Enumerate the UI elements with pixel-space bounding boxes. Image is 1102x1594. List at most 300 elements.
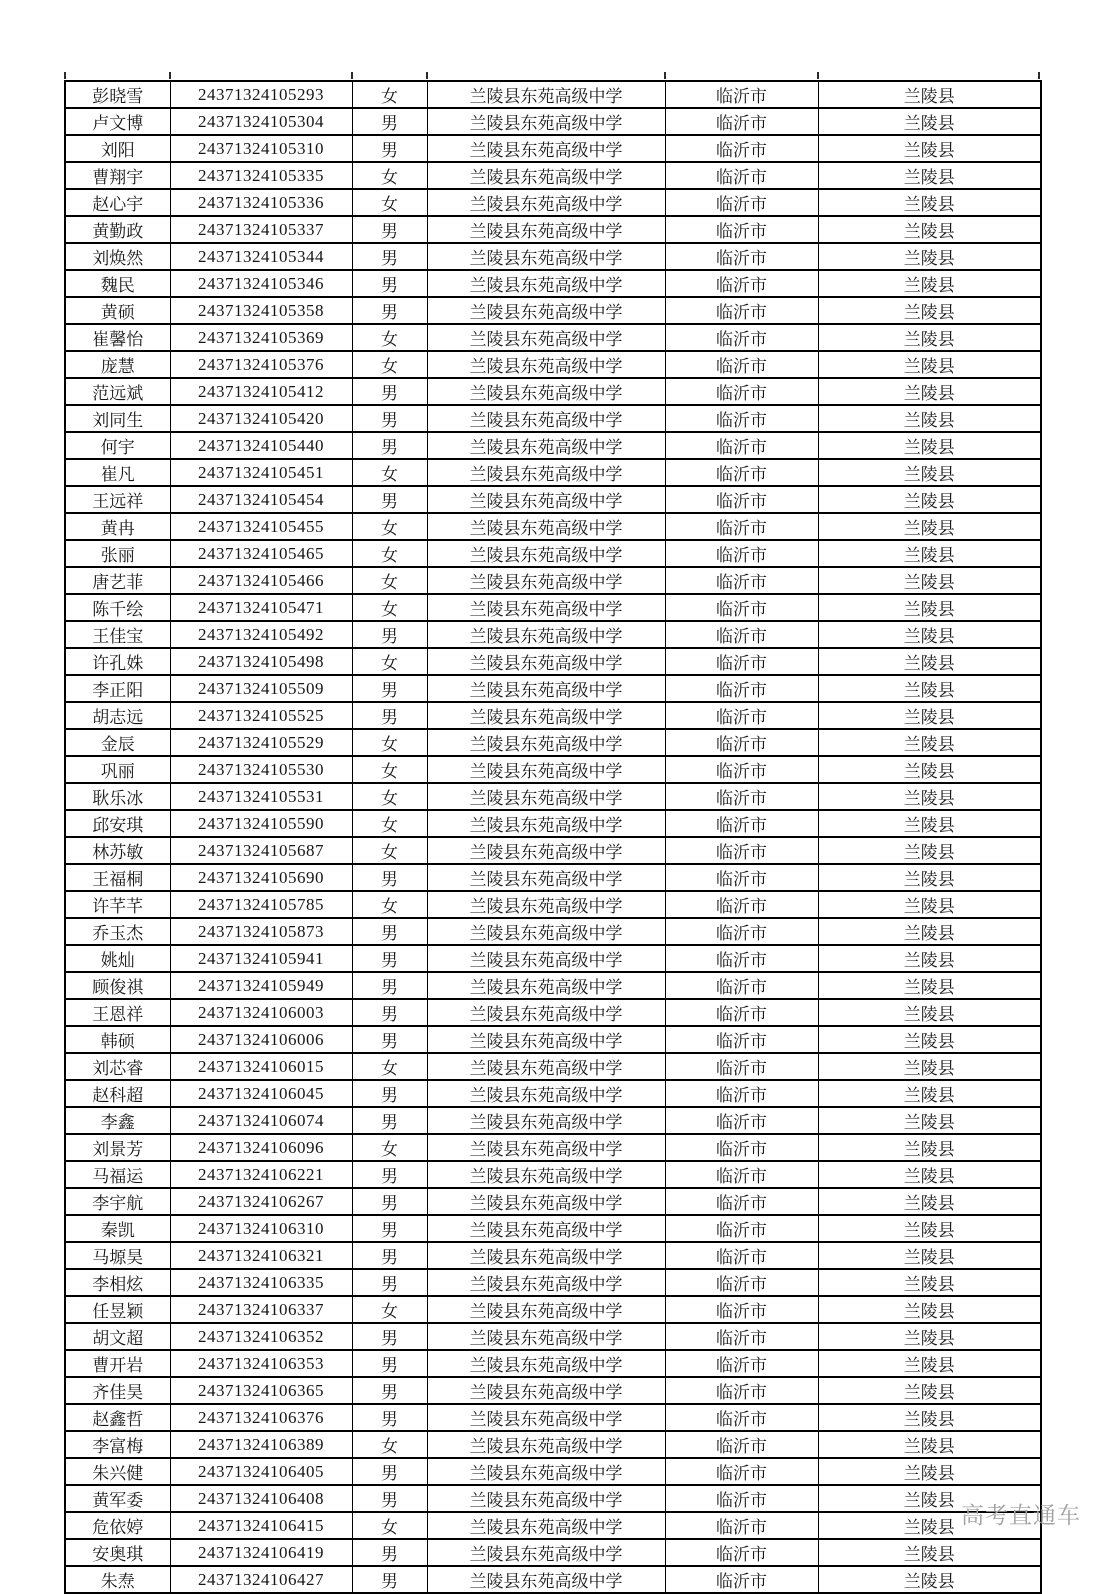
city-cell: 临沂市 xyxy=(665,1107,818,1134)
county-cell: 兰陵县 xyxy=(818,567,1041,594)
table-row xyxy=(65,810,1041,837)
name-cell: 黄军委 xyxy=(65,1485,170,1512)
city-cell: 临沂市 xyxy=(665,1350,818,1377)
gender-cell: 男 xyxy=(352,999,427,1026)
county-cell: 兰陵县 xyxy=(818,1134,1041,1161)
city-cell: 临沂市 xyxy=(665,783,818,810)
school-cell: 兰陵县东苑高级中学 xyxy=(427,1161,665,1188)
name-cell: 许芊芊 xyxy=(65,891,170,918)
county-cell: 兰陵县 xyxy=(818,1377,1041,1404)
name-cell: 胡文超 xyxy=(65,1323,170,1350)
school-cell: 兰陵县东苑高级中学 xyxy=(427,729,665,756)
gender-cell: 男 xyxy=(352,1269,427,1296)
gender-cell: 男 xyxy=(352,675,427,702)
gender-cell: 女 xyxy=(352,459,427,486)
name-cell: 秦凯 xyxy=(65,1215,170,1242)
table-row xyxy=(65,135,1041,162)
gender-cell: 男 xyxy=(352,1323,427,1350)
county-cell: 兰陵县 xyxy=(818,405,1041,432)
county-cell: 兰陵县 xyxy=(818,513,1041,540)
school-cell: 兰陵县东苑高级中学 xyxy=(427,1053,665,1080)
exam-id-cell: 24371324106096 xyxy=(170,1134,352,1161)
county-cell: 兰陵县 xyxy=(818,1566,1041,1593)
school-cell: 兰陵县东苑高级中学 xyxy=(427,1080,665,1107)
name-cell: 齐佳昊 xyxy=(65,1377,170,1404)
name-cell: 朱焘 xyxy=(65,1566,170,1593)
county-cell: 兰陵县 xyxy=(818,1161,1041,1188)
gender-cell: 女 xyxy=(352,162,427,189)
table-row xyxy=(65,1566,1041,1593)
exam-id-cell: 24371324106074 xyxy=(170,1107,352,1134)
county-cell: 兰陵县 xyxy=(818,972,1041,999)
city-cell: 临沂市 xyxy=(665,1161,818,1188)
watermark-text: 高考直通车 xyxy=(961,1503,1081,1529)
table-row xyxy=(65,1053,1041,1080)
county-cell: 兰陵县 xyxy=(818,459,1041,486)
exam-id-cell: 24371324105369 xyxy=(170,324,352,351)
city-cell: 临沂市 xyxy=(665,1296,818,1323)
gender-cell: 女 xyxy=(352,783,427,810)
table-border-stub xyxy=(426,72,428,79)
gender-cell: 男 xyxy=(352,864,427,891)
name-cell: 魏民 xyxy=(65,270,170,297)
exam-id-cell: 24371324106003 xyxy=(170,999,352,1026)
name-cell: 刘同生 xyxy=(65,405,170,432)
county-cell: 兰陵县 xyxy=(818,1431,1041,1458)
exam-id-cell: 24371324105337 xyxy=(170,216,352,243)
exam-id-cell: 24371324105530 xyxy=(170,756,352,783)
city-cell: 临沂市 xyxy=(665,459,818,486)
county-cell: 兰陵县 xyxy=(818,1242,1041,1269)
table-row xyxy=(65,1188,1041,1215)
gender-cell: 女 xyxy=(352,351,427,378)
exam-id-cell: 24371324105310 xyxy=(170,135,352,162)
table-border-stub xyxy=(64,72,66,79)
table-row xyxy=(65,405,1041,432)
exam-id-cell: 24371324105335 xyxy=(170,162,352,189)
name-cell: 顾俊祺 xyxy=(65,972,170,999)
table-row xyxy=(65,243,1041,270)
table-row xyxy=(65,864,1041,891)
county-cell: 兰陵县 xyxy=(818,621,1041,648)
gender-cell: 女 xyxy=(352,324,427,351)
gender-cell: 女 xyxy=(352,756,427,783)
city-cell: 临沂市 xyxy=(665,1539,818,1566)
name-cell: 安奥琪 xyxy=(65,1539,170,1566)
gender-cell: 男 xyxy=(352,270,427,297)
city-cell: 临沂市 xyxy=(665,1215,818,1242)
gender-cell: 女 xyxy=(352,810,427,837)
county-cell: 兰陵县 xyxy=(818,1080,1041,1107)
city-cell: 临沂市 xyxy=(665,405,818,432)
city-cell: 临沂市 xyxy=(665,108,818,135)
school-cell: 兰陵县东苑高级中学 xyxy=(427,1296,665,1323)
table-row xyxy=(65,270,1041,297)
table-row xyxy=(65,81,1041,108)
county-cell: 兰陵县 xyxy=(818,864,1041,891)
city-cell: 临沂市 xyxy=(665,567,818,594)
county-cell: 兰陵县 xyxy=(818,1296,1041,1323)
table-row xyxy=(65,756,1041,783)
county-cell: 兰陵县 xyxy=(818,675,1041,702)
school-cell: 兰陵县东苑高级中学 xyxy=(427,675,665,702)
table-row xyxy=(65,1296,1041,1323)
county-cell: 兰陵县 xyxy=(818,1404,1041,1431)
exam-id-cell: 24371324105440 xyxy=(170,432,352,459)
table-row xyxy=(65,1107,1041,1134)
table-row xyxy=(65,702,1041,729)
gender-cell: 男 xyxy=(352,1215,427,1242)
school-cell: 兰陵县东苑高级中学 xyxy=(427,1512,665,1539)
table-border-stub xyxy=(351,72,353,79)
city-cell: 临沂市 xyxy=(665,324,818,351)
exam-id-cell: 24371324105492 xyxy=(170,621,352,648)
table-row xyxy=(65,432,1041,459)
school-cell: 兰陵县东苑高级中学 xyxy=(427,324,665,351)
city-cell: 临沂市 xyxy=(665,594,818,621)
gender-cell: 女 xyxy=(352,189,427,216)
school-cell: 兰陵县东苑高级中学 xyxy=(427,351,665,378)
city-cell: 临沂市 xyxy=(665,1485,818,1512)
school-cell: 兰陵县东苑高级中学 xyxy=(427,810,665,837)
table-row xyxy=(65,486,1041,513)
table-row xyxy=(65,1539,1041,1566)
gender-cell: 男 xyxy=(352,1188,427,1215)
county-cell: 兰陵县 xyxy=(818,486,1041,513)
table-row xyxy=(65,1431,1041,1458)
city-cell: 临沂市 xyxy=(665,864,818,891)
school-cell: 兰陵县东苑高级中学 xyxy=(427,594,665,621)
county-cell: 兰陵县 xyxy=(818,324,1041,351)
table-row xyxy=(65,540,1041,567)
table-row xyxy=(65,783,1041,810)
gender-cell: 男 xyxy=(352,486,427,513)
county-cell: 兰陵县 xyxy=(818,783,1041,810)
exam-id-cell: 24371324106353 xyxy=(170,1350,352,1377)
name-cell: 刘阳 xyxy=(65,135,170,162)
exam-id-cell: 24371324105525 xyxy=(170,702,352,729)
school-cell: 兰陵县东苑高级中学 xyxy=(427,297,665,324)
gender-cell: 男 xyxy=(352,1026,427,1053)
table-row xyxy=(65,648,1041,675)
table-row xyxy=(65,1485,1041,1512)
exam-id-cell: 24371324106337 xyxy=(170,1296,352,1323)
school-cell: 兰陵县东苑高级中学 xyxy=(427,864,665,891)
gender-cell: 女 xyxy=(352,1512,427,1539)
name-cell: 崔馨怡 xyxy=(65,324,170,351)
city-cell: 临沂市 xyxy=(665,243,818,270)
table-row xyxy=(65,297,1041,324)
table-row xyxy=(65,1350,1041,1377)
county-cell: 兰陵县 xyxy=(818,216,1041,243)
school-cell: 兰陵县东苑高级中学 xyxy=(427,1107,665,1134)
name-cell: 张丽 xyxy=(65,540,170,567)
gender-cell: 男 xyxy=(352,1080,427,1107)
table-row xyxy=(65,162,1041,189)
name-cell: 王福桐 xyxy=(65,864,170,891)
school-cell: 兰陵县东苑高级中学 xyxy=(427,513,665,540)
exam-id-cell: 24371324105455 xyxy=(170,513,352,540)
name-cell: 李宇航 xyxy=(65,1188,170,1215)
name-cell: 危依婷 xyxy=(65,1512,170,1539)
gender-cell: 男 xyxy=(352,108,427,135)
city-cell: 临沂市 xyxy=(665,1269,818,1296)
school-cell: 兰陵县东苑高级中学 xyxy=(427,783,665,810)
table-row xyxy=(65,675,1041,702)
name-cell: 黄冉 xyxy=(65,513,170,540)
city-cell: 临沂市 xyxy=(665,648,818,675)
exam-id-cell: 24371324106045 xyxy=(170,1080,352,1107)
name-cell: 卢文博 xyxy=(65,108,170,135)
school-cell: 兰陵县东苑高级中学 xyxy=(427,1566,665,1593)
county-cell: 兰陵县 xyxy=(818,702,1041,729)
city-cell: 临沂市 xyxy=(665,1404,818,1431)
county-cell: 兰陵县 xyxy=(818,891,1041,918)
school-cell: 兰陵县东苑高级中学 xyxy=(427,945,665,972)
county-cell: 兰陵县 xyxy=(818,189,1041,216)
county-cell: 兰陵县 xyxy=(818,432,1041,459)
exam-id-cell: 24371324106419 xyxy=(170,1539,352,1566)
county-cell: 兰陵县 xyxy=(818,108,1041,135)
table-row xyxy=(65,378,1041,405)
school-cell: 兰陵县东苑高级中学 xyxy=(427,378,665,405)
school-cell: 兰陵县东苑高级中学 xyxy=(427,1458,665,1485)
gender-cell: 男 xyxy=(352,1539,427,1566)
name-cell: 何宇 xyxy=(65,432,170,459)
table-row xyxy=(65,1080,1041,1107)
exam-id-cell: 24371324106376 xyxy=(170,1404,352,1431)
city-cell: 临沂市 xyxy=(665,837,818,864)
gender-cell: 男 xyxy=(352,1161,427,1188)
city-cell: 临沂市 xyxy=(665,351,818,378)
city-cell: 临沂市 xyxy=(665,1134,818,1161)
gender-cell: 男 xyxy=(352,378,427,405)
school-cell: 兰陵县东苑高级中学 xyxy=(427,567,665,594)
school-cell: 兰陵县东苑高级中学 xyxy=(427,1188,665,1215)
gender-cell: 男 xyxy=(352,405,427,432)
school-cell: 兰陵县东苑高级中学 xyxy=(427,486,665,513)
exam-id-cell: 24371324106352 xyxy=(170,1323,352,1350)
table-row xyxy=(65,837,1041,864)
table-row xyxy=(65,1512,1041,1539)
exam-id-cell: 24371324105531 xyxy=(170,783,352,810)
name-cell: 王远祥 xyxy=(65,486,170,513)
table-row xyxy=(65,1458,1041,1485)
city-cell: 临沂市 xyxy=(665,1566,818,1593)
city-cell: 临沂市 xyxy=(665,729,818,756)
city-cell: 临沂市 xyxy=(665,918,818,945)
gender-cell: 男 xyxy=(352,1485,427,1512)
school-cell: 兰陵县东苑高级中学 xyxy=(427,918,665,945)
county-cell: 兰陵县 xyxy=(818,162,1041,189)
county-cell: 兰陵县 xyxy=(818,81,1041,108)
admission-roster-table xyxy=(64,80,1042,1594)
name-cell: 林苏敏 xyxy=(65,837,170,864)
table-row xyxy=(65,972,1041,999)
city-cell: 临沂市 xyxy=(665,162,818,189)
gender-cell: 男 xyxy=(352,1404,427,1431)
name-cell: 赵科超 xyxy=(65,1080,170,1107)
exam-id-cell: 24371324106015 xyxy=(170,1053,352,1080)
exam-id-cell: 24371324106321 xyxy=(170,1242,352,1269)
county-cell: 兰陵县 xyxy=(818,1053,1041,1080)
exam-id-cell: 24371324106310 xyxy=(170,1215,352,1242)
exam-id-cell: 24371324105498 xyxy=(170,648,352,675)
gender-cell: 女 xyxy=(352,81,427,108)
name-cell: 姚灿 xyxy=(65,945,170,972)
school-cell: 兰陵县东苑高级中学 xyxy=(427,540,665,567)
table-row xyxy=(65,1134,1041,1161)
gender-cell: 女 xyxy=(352,1053,427,1080)
name-cell: 陈千绘 xyxy=(65,594,170,621)
county-cell: 兰陵县 xyxy=(818,1188,1041,1215)
exam-id-cell: 24371324106006 xyxy=(170,1026,352,1053)
name-cell: 胡志远 xyxy=(65,702,170,729)
table-row xyxy=(65,216,1041,243)
name-cell: 李鑫 xyxy=(65,1107,170,1134)
city-cell: 临沂市 xyxy=(665,1431,818,1458)
gender-cell: 男 xyxy=(352,1107,427,1134)
county-cell: 兰陵县 xyxy=(818,1485,1041,1512)
gender-cell: 男 xyxy=(352,297,427,324)
gender-cell: 男 xyxy=(352,432,427,459)
school-cell: 兰陵县东苑高级中学 xyxy=(427,756,665,783)
county-cell: 兰陵县 xyxy=(818,918,1041,945)
name-cell: 马福运 xyxy=(65,1161,170,1188)
city-cell: 临沂市 xyxy=(665,1026,818,1053)
gender-cell: 女 xyxy=(352,1431,427,1458)
exam-id-cell: 24371324105344 xyxy=(170,243,352,270)
school-cell: 兰陵县东苑高级中学 xyxy=(427,1242,665,1269)
school-cell: 兰陵县东苑高级中学 xyxy=(427,999,665,1026)
name-cell: 乔玉杰 xyxy=(65,918,170,945)
exam-id-cell: 24371324105454 xyxy=(170,486,352,513)
county-cell: 兰陵县 xyxy=(818,648,1041,675)
table-row xyxy=(65,189,1041,216)
table-row xyxy=(65,918,1041,945)
exam-id-cell: 24371324106221 xyxy=(170,1161,352,1188)
name-cell: 彭晓雪 xyxy=(65,81,170,108)
gender-cell: 男 xyxy=(352,135,427,162)
gender-cell: 女 xyxy=(352,891,427,918)
city-cell: 临沂市 xyxy=(665,216,818,243)
name-cell: 刘焕然 xyxy=(65,243,170,270)
gender-cell: 女 xyxy=(352,594,427,621)
gender-cell: 男 xyxy=(352,1566,427,1593)
name-cell: 李富梅 xyxy=(65,1431,170,1458)
gender-cell: 女 xyxy=(352,567,427,594)
exam-id-cell: 24371324105451 xyxy=(170,459,352,486)
name-cell: 庞慧 xyxy=(65,351,170,378)
exam-id-cell: 24371324105466 xyxy=(170,567,352,594)
city-cell: 临沂市 xyxy=(665,432,818,459)
city-cell: 临沂市 xyxy=(665,945,818,972)
county-cell: 兰陵县 xyxy=(818,756,1041,783)
school-cell: 兰陵县东苑高级中学 xyxy=(427,1323,665,1350)
table-border-stub xyxy=(817,72,819,79)
county-cell: 兰陵县 xyxy=(818,945,1041,972)
name-cell: 曹翔宇 xyxy=(65,162,170,189)
name-cell: 赵鑫哲 xyxy=(65,1404,170,1431)
gender-cell: 男 xyxy=(352,1458,427,1485)
city-cell: 临沂市 xyxy=(665,486,818,513)
exam-id-cell: 24371324106365 xyxy=(170,1377,352,1404)
table-row xyxy=(65,1323,1041,1350)
school-cell: 兰陵县东苑高级中学 xyxy=(427,1485,665,1512)
city-cell: 临沂市 xyxy=(665,1053,818,1080)
name-cell: 朱兴健 xyxy=(65,1458,170,1485)
name-cell: 黄勤政 xyxy=(65,216,170,243)
gender-cell: 男 xyxy=(352,702,427,729)
county-cell: 兰陵县 xyxy=(818,837,1041,864)
exam-id-cell: 24371324105785 xyxy=(170,891,352,918)
table-border-stub xyxy=(1038,72,1040,79)
city-cell: 临沂市 xyxy=(665,702,818,729)
county-cell: 兰陵县 xyxy=(818,378,1041,405)
county-cell: 兰陵县 xyxy=(818,1026,1041,1053)
table-row xyxy=(65,1026,1041,1053)
table-row xyxy=(65,1377,1041,1404)
county-cell: 兰陵县 xyxy=(818,1269,1041,1296)
exam-id-cell: 24371324105590 xyxy=(170,810,352,837)
exam-id-cell: 24371324105376 xyxy=(170,351,352,378)
table-border-stub xyxy=(169,72,171,79)
city-cell: 临沂市 xyxy=(665,621,818,648)
city-cell: 临沂市 xyxy=(665,513,818,540)
county-cell: 兰陵县 xyxy=(818,1458,1041,1485)
exam-id-cell: 24371324105471 xyxy=(170,594,352,621)
school-cell: 兰陵县东苑高级中学 xyxy=(427,702,665,729)
table-row xyxy=(65,1242,1041,1269)
school-cell: 兰陵县东苑高级中学 xyxy=(427,108,665,135)
city-cell: 临沂市 xyxy=(665,189,818,216)
exam-id-cell: 24371324105304 xyxy=(170,108,352,135)
city-cell: 临沂市 xyxy=(665,1512,818,1539)
exam-id-cell: 24371324105529 xyxy=(170,729,352,756)
city-cell: 临沂市 xyxy=(665,1377,818,1404)
city-cell: 临沂市 xyxy=(665,297,818,324)
school-cell: 兰陵县东苑高级中学 xyxy=(427,1404,665,1431)
exam-id-cell: 24371324105873 xyxy=(170,918,352,945)
name-cell: 王佳宝 xyxy=(65,621,170,648)
city-cell: 临沂市 xyxy=(665,1242,818,1269)
gender-cell: 男 xyxy=(352,216,427,243)
gender-cell: 男 xyxy=(352,972,427,999)
exam-id-cell: 24371324106408 xyxy=(170,1485,352,1512)
city-cell: 临沂市 xyxy=(665,1458,818,1485)
gender-cell: 男 xyxy=(352,243,427,270)
school-cell: 兰陵县东苑高级中学 xyxy=(427,621,665,648)
exam-id-cell: 24371324105293 xyxy=(170,81,352,108)
gender-cell: 女 xyxy=(352,729,427,756)
gender-cell: 女 xyxy=(352,540,427,567)
exam-id-cell: 24371324105358 xyxy=(170,297,352,324)
exam-id-cell: 24371324106389 xyxy=(170,1431,352,1458)
school-cell: 兰陵县东苑高级中学 xyxy=(427,162,665,189)
school-cell: 兰陵县东苑高级中学 xyxy=(427,135,665,162)
school-cell: 兰陵县东苑高级中学 xyxy=(427,243,665,270)
school-cell: 兰陵县东苑高级中学 xyxy=(427,1377,665,1404)
table-row xyxy=(65,108,1041,135)
city-cell: 临沂市 xyxy=(665,810,818,837)
name-cell: 崔凡 xyxy=(65,459,170,486)
table-border-stub xyxy=(664,72,666,79)
exam-id-cell: 24371324105690 xyxy=(170,864,352,891)
name-cell: 唐艺菲 xyxy=(65,567,170,594)
city-cell: 临沂市 xyxy=(665,891,818,918)
county-cell: 兰陵县 xyxy=(818,1512,1041,1539)
school-cell: 兰陵县东苑高级中学 xyxy=(427,81,665,108)
